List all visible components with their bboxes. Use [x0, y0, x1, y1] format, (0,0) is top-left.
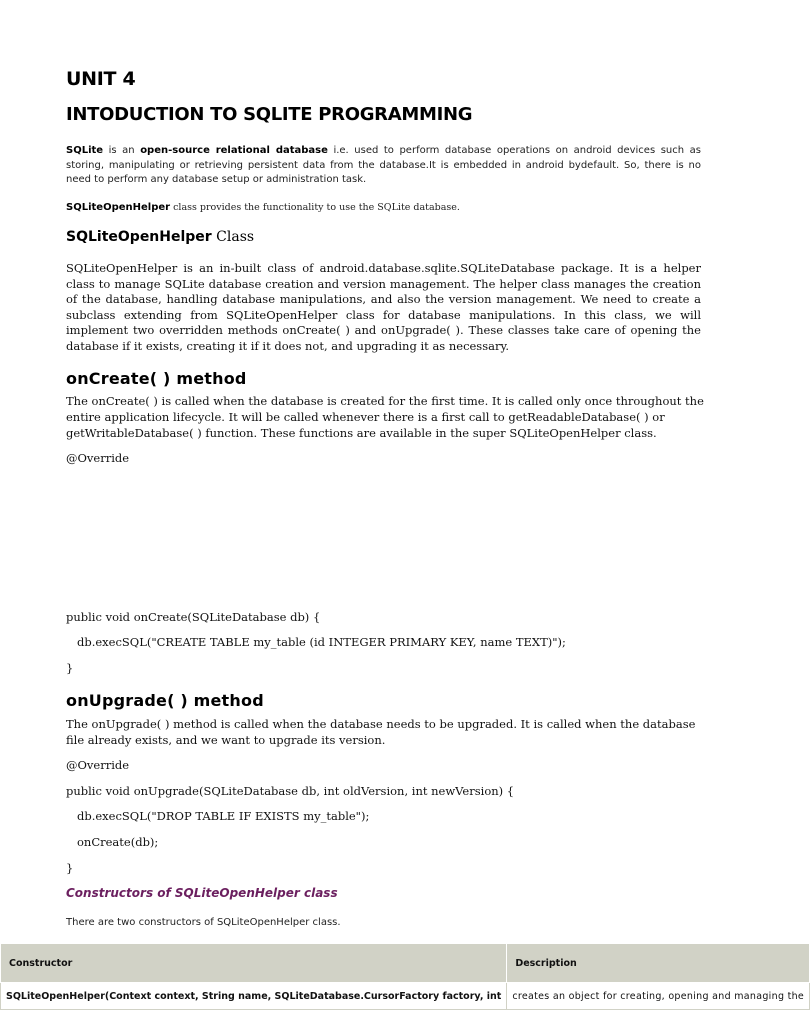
oncreate-paragraph: The onCreate( ) is called when the database is created for the first time. It is called only once throughout the entire application lifecycle. It will be called whenever there is a first call to getReadableDatabase( ) or getWritableDatabase( ) function. These functions are available in the super SQLiteOpenHelper class. — [66, 394, 704, 440]
onupgrade-code-line-4: } — [66, 861, 74, 875]
open-source-term: open-source relational database — [140, 145, 328, 156]
class-paragraph: SQLiteOpenHelper is an in-built class of android.database.sqlite.SQLiteDatabase package. It is a helper class to manage SQLite database creation and version management. The helper class manages the creation of the database, handling database manipulations, and also the version management. We need to create a subclass extending from SQLiteOpenHelper class for database manipulations. In this class, we will implement two overridden methods onCreate( ) and onUpgrade( ). These classes take care of opening the database if it exists, creating it if it does not, and upgrading it as necessary. — [66, 261, 701, 353]
oncreate-override: @Override — [66, 451, 130, 465]
onupgrade-heading: onUpgrade( ) method — [66, 691, 264, 710]
intro-paragraph — [66, 144, 701, 188]
table-header-row — [1, 944, 810, 983]
oncreate-code-line-3: } — [66, 661, 74, 675]
onupgrade-override: @Override — [66, 758, 130, 772]
constructors-table — [0, 943, 810, 1010]
table-cell-constructor: SQLiteOpenHelper(Context context, String name, SQLiteDatabase.CursorFactory factory, int — [1, 983, 507, 1010]
page-title: INTODUCTION TO SQLITE PROGRAMMING — [66, 104, 473, 125]
onupgrade-paragraph: The onUpgrade( ) method is called when the database needs to be upgraded. It is called when the database file already exists, and we want to upgrade its version. — [66, 717, 696, 747]
table-row — [1, 983, 810, 1010]
oncreate-heading: onCreate( ) method — [66, 369, 247, 388]
intro-is-an: is an — [103, 145, 141, 156]
oncreate-code-line-2: db.execSQL("CREATE TABLE my_table (id INTEGER PRIMARY KEY, name TEXT)"); — [77, 635, 566, 649]
class-heading-bold: SQLiteOpenHelper — [66, 229, 212, 245]
helper-rest: class provides the functionality to use the SQLite database. — [170, 202, 460, 213]
onupgrade-code-line-2: db.execSQL("DROP TABLE IF EXISTS my_table"); — [77, 809, 370, 823]
oncreate-code-line-1: public void onCreate(SQLiteDatabase db) { — [66, 610, 321, 624]
onupgrade-code-line-3: onCreate(db); — [77, 835, 159, 849]
class-heading-rest: Class — [211, 229, 255, 245]
constructors-heading: Constructors of SQLiteOpenHelper class — [66, 886, 338, 900]
table-cell-description: creates an object for creating, opening and managing the — [507, 983, 810, 1010]
helper-term: SQLiteOpenHelper — [66, 202, 171, 213]
onupgrade-code-line-1: public void onUpgrade(SQLiteDatabase db, int oldVersion, int newVersion) { — [66, 784, 515, 798]
constructors-note: There are two constructors of SQLiteOpenHelper class. — [66, 917, 341, 928]
table-header-constructor: Constructor — [1, 944, 507, 983]
intro-rest: i.e. used to perform database operations on android devices such as storing, manipulating or retrieving persistent data from the database.It is embedded in android bydefault. So, there is no need to perform any database setup or administration task. — [66, 145, 701, 185]
class-heading — [66, 229, 254, 245]
sqlite-term: SQLite — [66, 145, 104, 156]
unit-heading: UNIT 4 — [66, 68, 136, 90]
table-header-description: Description — [507, 944, 810, 983]
helper-line — [66, 201, 701, 216]
